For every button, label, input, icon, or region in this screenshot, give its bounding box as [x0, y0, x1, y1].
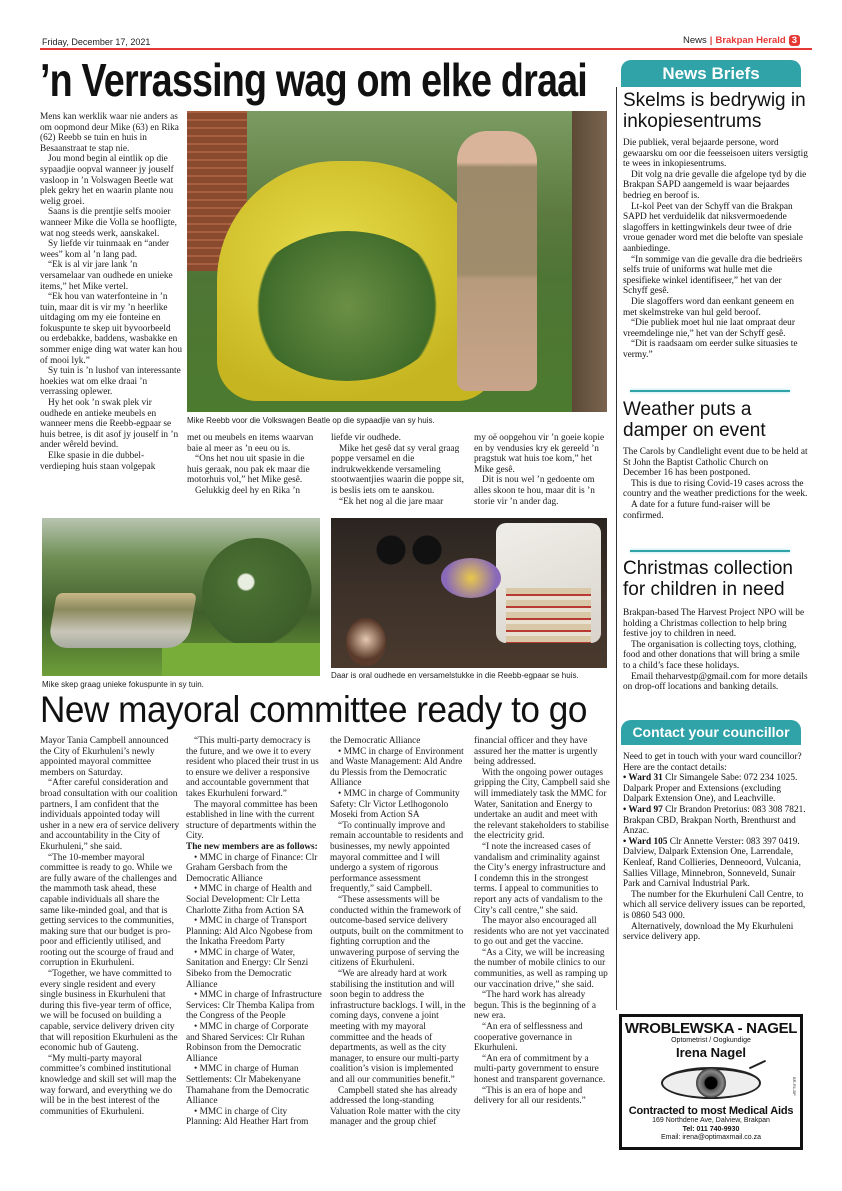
- paragraph: “Die publiek moet hul nie laat ompraat deur vreemdelinge nie,” het van der Schyff gesê.: [623, 318, 795, 339]
- issue-date: Friday, December 17, 2021: [42, 37, 151, 47]
- member-item: • MMC in charge of Infrastructure Services: Clr Themba Kalipa from the Congress of the People: [186, 990, 322, 1022]
- paragraph: “Ek is al vir jare lank ’n versamelaar van oudhede en unieke items,” het Mike vertel.: [40, 260, 173, 292]
- councillor-phone: Clr Brandon Pretorius: 083 308 7821.: [662, 804, 806, 815]
- feature-column-3: [331, 433, 465, 507]
- section-label: News: [683, 35, 707, 46]
- brief-divider: [630, 550, 790, 552]
- ward-areas: Dalview, Dalpark Extension One, Larrendale, Kenleaf, Rand Collieries, Denneoord, Vulcania, Sallies Village, Minnebron, Sonneveld, Sunair Park and Carnival Industrial Park.: [623, 847, 801, 890]
- paragraph: “An era of commitment by a multi-party government to ensure honest and transparent governance.: [474, 1053, 606, 1085]
- paragraph: Campbell stated she has already addressed the long-standing Valuation Role matter with the city manager and the group chief: [330, 1085, 461, 1128]
- paragraph: The number for the Ekurhuleni Call Centre, to which all service delivery issues can be reported, is 0860 543 000.: [623, 889, 806, 921]
- publication-name: Brakpan Herald: [715, 35, 786, 46]
- sidebar-divider: [616, 87, 617, 1010]
- contact-councillor-tab: Contact your councillor: [621, 720, 801, 745]
- paragraph: “The hard work has already begun. This is the beginning of a new era.: [474, 990, 596, 1022]
- mayoral-column-4: [474, 736, 610, 1107]
- paragraph: Brakpan-based The Harvest Project NPO will be holding a Christmas collection to help bring festive joy to children in need.: [623, 608, 805, 640]
- ward-label: • Ward 31: [623, 773, 663, 784]
- paragraph: Gelukkig deel hy en Rika ’n: [195, 485, 301, 496]
- paragraph: Die publiek, veral bejaarde persone, word gewaarsku om oor die feesseisoen uiters versigtig te wees in inkopiesentrums.: [623, 138, 808, 170]
- member-item: • MMC in charge of Corporate and Shared Services: Clr Ruhan Robinson from the Democratic Alliance: [186, 1022, 309, 1064]
- paragraph: Dit volg na drie gevalle die afgelope tyd by die Brakpan SAPD aangemeld is waar bejaardes bedrieg en beroof is.: [623, 169, 807, 201]
- paragraph: “Ons het nou uit spasie in die huis geraak, nou pak ek maar die motorhuis vol,” het Mike gesê.: [187, 454, 310, 486]
- ad-profession: Optometrist / Oogkundige: [671, 1037, 751, 1044]
- paragraph: Alternatively, download the My Ekurhuleni service delivery app.: [623, 921, 794, 943]
- beetle-photo-caption: Mike Reebb voor die Volkswagen Beatle op die sypaadjie van sy huis.: [187, 416, 435, 425]
- paragraph: my oë oopgehou vir ’n goeie kopie en by vendusies kry ek gereeld ’n pragstuk wat huis toe kom,” het Mike gesê.: [474, 433, 605, 475]
- paragraph: “In sommige van die gevalle dra die bedrieërs selfs truie of uniforms wat hulle met die spesifieke winkel identifiseer,” het van der Schyff gesê.: [623, 254, 803, 297]
- feature-column-4: [474, 433, 610, 507]
- paragraph: liefde vir oudhede.: [331, 433, 401, 443]
- paragraph: “We are already hard at work stabilising the institution and will soon begin to address the infrastructure backlogs. I will, in the coming days, convene a joint meeting with my mayoral committee and the heads of departments, as well as the city manager, to ensure our multi-party coalition’s vision is implemented and all our communities benefit.”: [330, 969, 466, 1085]
- ward-entry: [623, 773, 808, 805]
- members-subheading: The new members are as follows:: [186, 841, 318, 852]
- paragraph: “My multi-party mayoral committee’s combined institutional knowledge and skill set will map the way forward, and everything we do will be in the best interest of the communities of Ekurhuleni.: [40, 1053, 177, 1117]
- succulent-plants-shape: [247, 231, 447, 381]
- feature-headline: ’n Verrassing wag om elke draai: [40, 54, 587, 106]
- brief-title: Weather puts a damper on event: [623, 399, 766, 441]
- feature-column-1: [40, 112, 182, 472]
- paragraph: Sy liefde vir tuinmaak en “ander wees” kom al ’n lang pad.: [40, 239, 170, 260]
- mayoral-column-1: [40, 736, 180, 1117]
- paragraph: “An era of selflessness and cooperative governance in Ekurhuleni.: [474, 1022, 583, 1054]
- councillor-phone: Clr Simangele Sabe: 072 234 1025.: [662, 773, 798, 784]
- hat-shape: [441, 558, 501, 598]
- page-folio: [683, 35, 800, 46]
- brief-skelms: [623, 90, 808, 360]
- feature-column-2: [187, 433, 321, 497]
- ad-phone: Tel: 011 740-9930: [682, 1125, 740, 1133]
- paragraph: Mike het gesê dat sy veral graag poppe versamel en die indrukwekkende versameling stootwaentjies waarin die poppe sit, is beslis iets om te aanskou.: [331, 443, 464, 496]
- brief-divider: [630, 390, 790, 392]
- paragraph: Die slagoffers word dan eenkant geneem en met skelmstreke van hul geld beroof.: [623, 296, 794, 318]
- paragraph: Elke spasie in die dubbel-verdieping huis staan volgepak: [40, 451, 156, 472]
- mayoral-column-3: [330, 736, 466, 1128]
- paragraph: “This is an era of hope and delivery for all our residents.”: [474, 1085, 586, 1107]
- ward-areas: Dalpark Proper and Extensions (excluding Dalpark Extension One), and Leachville.: [623, 783, 782, 805]
- paragraph: A date for a future fund-raiser will be confirmed.: [623, 499, 771, 521]
- paragraph: “These assessments will be conducted within the framework of outcome-based service delivery outputs, built on the commitment to fighting corruption and the unwavering purpose of serving the citizens of Ekurhuleni.: [330, 894, 464, 969]
- brief-body: [623, 138, 808, 360]
- contact-intro: Here are the contact details:: [623, 762, 727, 773]
- doll-shape: [346, 618, 386, 666]
- man-standing-shape: [457, 131, 537, 391]
- ad-business-name: WROBLEWSKA - NAGEL: [624, 1020, 798, 1037]
- paragraph: “The 10-member mayoral committee is ready to go. While we are fully aware of the challenges and the mammoth task ahead, these capable individuals all share the same like-minded goal, and that is getting services to the communities, making sure that our budget is pro-poor and efficiently utilised, and rooting out the scourge of fraud and corruption in Ekurhuleni.: [40, 852, 177, 969]
- lawn-shape: [162, 643, 320, 676]
- councillor-phone: Clr Annette Verster: 083 397 0419.: [667, 836, 800, 847]
- antiques-photo-caption: Daar is oral oudhede en versamelstukke in die Reebb-egpaar se huis.: [331, 671, 579, 680]
- bathtub-shape: [47, 593, 197, 648]
- brief-title: Skelms is bedrywig in inkopiesentrums: [623, 90, 806, 132]
- ward-label: • Ward 97: [623, 804, 663, 815]
- paragraph: With the ongoing power outages gripping the City, Campbell said she will immediately task the MMC for Water, Sanitation and Energy to undertake an audit and meet with the relevant stakeholders to stabilise the electricity grid.: [474, 767, 610, 842]
- paragraph: Dit is nou wel ’n gedoente om alles skoon te hou, maar dit is ’n storie vir ’n ander dag.: [474, 475, 595, 507]
- mayoral-headline: New mayoral committee ready to go: [40, 689, 587, 730]
- bathtub-fountain-photo: [42, 518, 320, 676]
- member-item: • MMC in charge of Health and Social Development: Clr Letta Charlotte Zitha from Action SA: [186, 884, 312, 916]
- paragraph: “Together, we have committed to every single resident and every single business in Ekurhuleni that during this five-year term of office, we will be focused on building a capable, service delivery driven city that will reposition Ekurhuleni as the economic hub of Gauteng.: [40, 969, 178, 1054]
- white-flowers-shape: [202, 538, 312, 648]
- paragraph: Lt-kol Peet van der Schyff van die Brakpan SAPD het verduidelik dat niksvermoedende slagoffers in kettingwinkels deur twee of drie vroue genader word met die belofte van spesiale aanbiedinge.: [623, 201, 803, 254]
- tree-trunk-shape: [572, 111, 607, 412]
- ad-address: 169 Northdene Ave, Dalview, Brakpan: [652, 1117, 770, 1124]
- councillor-contacts: [623, 752, 808, 943]
- ward-entry: [623, 805, 808, 837]
- paragraph: The mayor also encouraged all residents who are not yet vaccinated to go out and get the vaccine.: [474, 916, 610, 948]
- member-item: • MMC in charge of Water, Sanitation and Energy: Clr Senzi Sibeko from the Democratic Alliance: [186, 947, 309, 990]
- ward-entry: [623, 837, 808, 890]
- member-item: • MMC in charge of Finance: Clr Graham Gersbach from the Democratic Alliance: [186, 852, 318, 884]
- helmets-shape: [371, 526, 451, 566]
- paragraph: the Democratic Alliance: [330, 736, 421, 746]
- brief-weather: [623, 399, 808, 521]
- member-item: • MMC in charge of Transport Planning: Ald Alco Ngobese from the Inkatha Freedom Party: [186, 916, 313, 948]
- paragraph: This is due to rising Covid-19 cases across the country and the weather predictions for the week.: [623, 478, 808, 500]
- bath-photo-caption: Mike skep graag unieke fokuspunte in sy tuin.: [42, 680, 204, 689]
- folio-separator: |: [709, 35, 713, 46]
- paragraph: “This multi-party democracy is the future, and we owe it to every resident who placed their trust in us to ensure we deliver a responsive and accountable government that takes Ekurhuleni forward.”: [186, 736, 319, 799]
- brief-title: Christmas collection for children in need: [623, 558, 793, 600]
- optometrist-advert: [619, 1014, 803, 1150]
- brief-body: [623, 447, 808, 521]
- member-item: • MMC in charge of Environment and Waste Management: Ald Andre du Plessis from the Democratic Alliance: [330, 746, 464, 789]
- ward-areas: Brakpan CBD, Brakpan North, Brenthurst and Anzac.: [623, 815, 796, 837]
- books-stack-shape: [506, 588, 591, 643]
- paragraph: “To continually improve and remain accountable to residents and businesses, my newly appointed mayoral committee and I will undergo a system of rigorous performance assessment frequently,” said Campbell.: [330, 820, 464, 895]
- paragraph: Email theharvestp@gmail.com for more details on drop-off locations and banking details.: [623, 671, 808, 693]
- ad-email: Email: irena@optimaxmail.co.za: [660, 1134, 762, 1141]
- paragraph: The organisation is collecting toys, clothing, food and other donations that will bring a smile to a child’s face these holidays.: [623, 639, 800, 671]
- paragraph: The mayoral committee has been established in line with the current structure of departments within the City.: [186, 799, 318, 842]
- ad-person-name: Irena Nagel: [675, 1045, 747, 1060]
- paragraph: Mayor Tania Campbell announced the City of Ekurhuleni’s newly appointed mayoral committee members on Saturday.: [40, 736, 169, 778]
- member-item: • MMC in charge of Human Settlements: Clr Mabekenyane Thamahane from the Democratic Alliance: [186, 1064, 310, 1107]
- member-item: • MMC in charge of City Planning: Ald Heather Hart from: [186, 1106, 309, 1128]
- paragraph: Sy tuin is ’n lushof van interessante hoekies wat om elke draai ’n verrassing oplewer.: [40, 366, 181, 398]
- ward-label: • Ward 105: [623, 836, 668, 847]
- eye-icon: [651, 1063, 771, 1101]
- contact-intro: Need to get in touch with your ward councillor?: [623, 752, 802, 762]
- ad-tagline: Contracted to most Medical Aids: [628, 1105, 794, 1117]
- paragraph: Mens kan werklik waar nie anders as om oopmond deur Mike (63) en Rika (62) Reebb se tuin en huis in Besaanstraat te stap nie.: [40, 112, 179, 154]
- paragraph: “As a City, we will be increasing the number of mobile clinics to our communities, as well as ramping up our vaccination drive,” she said.: [474, 947, 608, 990]
- paragraph: financial officer and they have assured her the matter is urgently being addressed.: [474, 736, 598, 768]
- news-briefs-tab: News Briefs: [621, 60, 801, 87]
- paragraph: “Ek hou van waterfonteine in ’n tuin, maar dit is vir my ’n heerlike uitdaging om my eie fonteine en fokuspunte te skep uit byvoorbeeld ou erdebakke, baddens, wasbakke en sommer enige ding wat water kan hou of mooi lyk.”: [40, 292, 182, 366]
- ad-code: BR-R1-BP: [792, 1077, 797, 1096]
- mayoral-column-2: [186, 736, 324, 1128]
- paragraph: Saans is die prentjie selfs mooier wanneer Mike die Volla se hoofligte, wat nog steeds werk, aanskakel.: [40, 207, 178, 239]
- paragraph: “I note the increased cases of vandalism and criminality against the City’s energy infrastructure and I condemn this in the strongest terms. I appeal to communities to report any acts of vandalism to the City’s call centre,” she said.: [474, 841, 606, 916]
- paragraph: Jou mond begin al eintlik op die sypaadjie oopval wanneer jy jouself vasloop in ’n Volswagen Beetle wat plek gekry het en waarin plante nou welig groei.: [40, 154, 174, 207]
- brief-christmas: [623, 558, 808, 693]
- paragraph: Hy het ook ’n swak plek vir oudhede en antieke meubels en wanneer mens die Reebb-egpaar se huis betree, is dit asof jy jouself in ’n ander wêreld bevind.: [40, 398, 179, 451]
- paragraph: The Carols by Candlelight event due to be held at St John the Baptist Catholic Church on December 16 has been postponed.: [623, 447, 808, 479]
- page-number-badge: 3: [789, 35, 800, 46]
- antiques-photo: [331, 518, 607, 668]
- paragraph: “After careful consideration and broad consultation with our coalition partners, I am confident that the individuals appointed today will usher in a new era of service delivery and accountability in the City of Ekurhuleni,” she said.: [40, 778, 180, 852]
- member-item: • MMC in charge of Community Safety: Clr Victor Letlhogonolo Moseki from Action SA: [330, 788, 460, 821]
- brief-body: [623, 608, 808, 693]
- paragraph: “Ek het nog al die jare maar: [339, 496, 444, 507]
- paragraph: met ou meubels en items waarvan baie al meer as ’n eeu ou is.: [187, 433, 314, 454]
- beetle-garden-photo: [187, 111, 607, 412]
- header-rule: [40, 48, 812, 50]
- paragraph: “Dit is raadsaam om eerder sulke situasies te vermy.”: [623, 339, 798, 360]
